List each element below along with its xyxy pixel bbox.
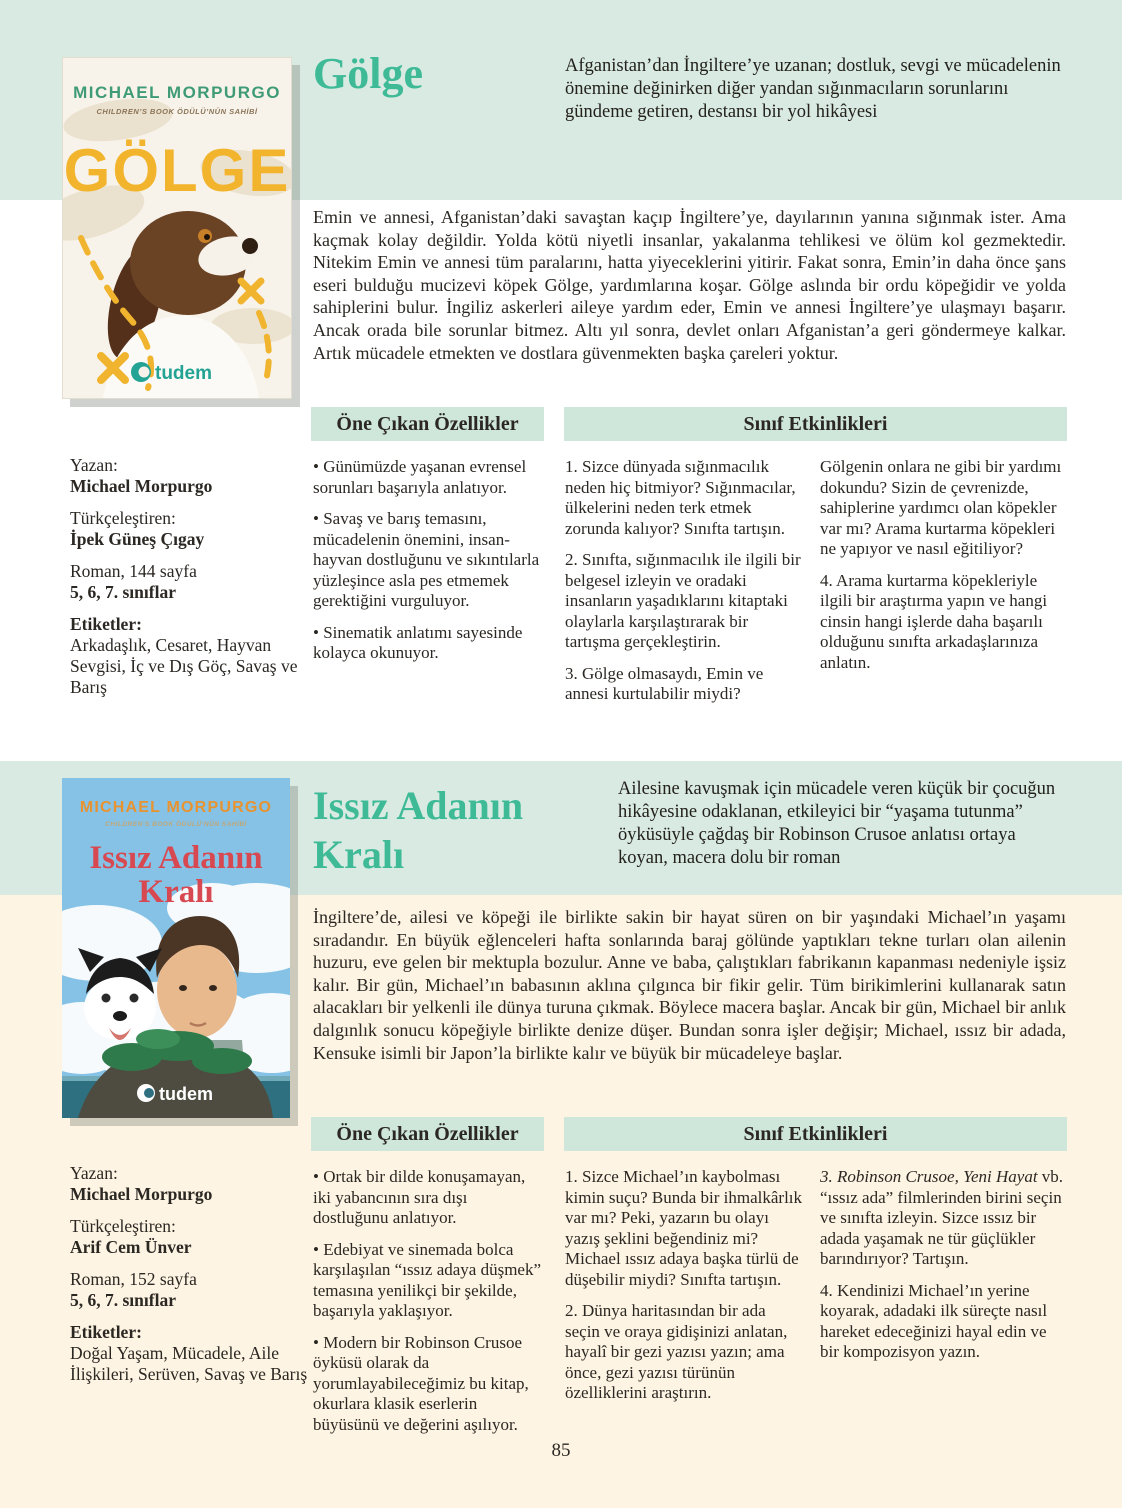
book2-activities-header: Sınıf Etkinlikleri — [564, 1117, 1067, 1151]
book2-format-grades: Roman, 152 sayfa 5, 6, 7. sınıflar — [70, 1269, 197, 1310]
activity-item: 4. Kendinizi Michael’ın yerine koyarak, adadaki ilk süreçte nasıl hareket edeceğinizi hayal edin ve bir kompozisyon yazın. — [820, 1280, 1048, 1361]
book2-author: Yazan: Michael Morpurgo — [70, 1163, 213, 1204]
activity-item: Gölgenin onlara ne gibi bir yardımı dokundu? Sizin de çevrenizde, sahiplerine yardımcı olan köpekler var mı? Arama kurtarma köpekleri ne yapıyor ve nasıl eğitiliyor? — [820, 457, 1062, 558]
cover-author: MICHAEL MORPURGO — [79, 799, 273, 816]
feature-item: • Modern bir Robinson Crusoe öyküsü olarak da yorumlayabileceğimiz bu kitap, okurlara klasik eserlerin büyüsünü ve değerini aşılıyor. — [313, 1333, 546, 1436]
feature-item: • Günümüzde yaşanan evrensel sorunları başarıyla anlatıyor. — [313, 457, 546, 498]
book2-summary: İngiltere’de, ailesi ve köpeği ile birlikte sakin bir hayat süren on bir yaşındaki Michael’ın yaşamı sıradandır. En büyük eğlenceleri hafta sonlarında baraj gölünde yaptıkları tekne turları olan ailenin huzuru, eve gelen bir mektupla bozulur. Anne ve baba, çalıştıkları fabrikanın kapanması nedeniyle işsiz kalır. Bir gün, Michael’ın babasının aklına çılgınca bir fikir gelir. Tüm birikimlerini kullanarak satın alacakları bir yelkenli ile dünya turuna çıkmak. Böylece macera başlar. Ancak bir gün, Michael bir anlık dalgınlık sonucu köpeğiyle birlikte denize düşer. Bundan sonra işler değişir; Michael, ıssız bir adada, Kensuke isimli bir Japon’la birlikte kalır ve büyük bir mücadeleye başlar. — [313, 907, 1066, 1063]
book1-activities-col2 — [820, 457, 1068, 684]
tudem-logo — [131, 362, 212, 384]
book2-tags: Etiketler: Doğal Yaşam, Mücadele, Aile İlişkileri, Serüven, Savaş ve Barış — [70, 1322, 308, 1384]
cover-author: MICHAEL MORPURGO — [73, 83, 281, 102]
issiz-adanin-krali-book-cover — [62, 778, 290, 1118]
feature-item: • Savaş ve barış temasını, mücadelenin önemini, insan-hayvan dostluğunu ve sıkıntılarla yüzleşince asla pes etmemek gerektiğini vurguluyor. — [313, 509, 546, 612]
cover-title-line2: Kralı — [138, 874, 214, 910]
cover-award-line: CHILDREN’S BOOK ÖDÜLÜ’NÜN SAHİBİ — [96, 107, 258, 116]
page-number: 85 — [551, 1440, 571, 1461]
dog-illustration — [78, 948, 162, 1040]
book1-translator: Türkçeleştiren: İpek Güneş Çıgay — [70, 508, 205, 549]
feature-item: • Ortak bir dilde konuşamayan, iki yabancının sıra dışı dostluğunu anlatıyor. — [313, 1167, 546, 1229]
activity-item: 3. Robinson Crusoe, Yeni Hayat vb. “ıssız ada” filmlerinden birini seçin ve sınıfta izleyin. Sizce ıssız bir adada yaşamak ne tür güçlükler barındırıyor? Tartışın. — [820, 1167, 1064, 1268]
activity-item: 2. Sınıfta, sığınmacılık ile ilgili bir belgesel izleyin ve oradaki insanların yaşadıklarını kitaptaki olaylarla karşılaştırarak bir tartışma gerçekleştirin. — [565, 550, 801, 651]
book2-meta — [70, 1163, 315, 1396]
golge-book-cover — [62, 57, 292, 399]
book1-tags: Etiketler: Arkadaşlık, Cesaret, Hayvan Sevgisi, İç ve Dış Göç, Savaş ve Barış — [70, 614, 298, 697]
activity-item: 2. Dünya haritasından bir ada seçin ve oraya gidişinizi anlatan, hayalî bir gezi yazısı yazın; ama önce, gezi yazısı türünün özelliklerini araştırın. — [565, 1301, 788, 1402]
book2-translator: Türkçeleştiren: Arif Cem Ünver — [70, 1216, 192, 1257]
feature-item: • Edebiyat ve sinemada bolca karşılaşılan “ıssız adaya düşmek” temasına yenilikçi bir şekilde, başarıyla yaklaşıyor. — [313, 1240, 546, 1322]
book1-summary: Emin ve annesi, Afganistan’daki savaştan kaçıp İngiltere’ye, dayılarının yanına sığınmak ister. Ama kaçmak kolay değildir. Yolda kötü niyetli insanlar, yakalanma tehlikesi ve ölüm kol gezmektedir. Nitekim Emin ve annesi tüm paralarını, hatta yiyeceklerini yitirir. Fakat sonra, Emin’in daha önce şans eseri bulduğu mucizevi köpek Gölge, yardımlarına koşar. Gölge aslında bir ordu köpeğidir ve yolda sahiplerini bulur. İngiliz askerleri aileye yardım eder, Emin ve annesi İngiltere’ye ulaşmayı başarır. Ancak orada bile sorunlar bitmez. Altı yıl sonra, devlet onları Afganistan’a geri göndermeye kalkar. Artık mücadele etmekten ve dostlara güvenmekten başka çareleri yoktur. — [313, 207, 1066, 363]
book1-author: Yazan: Michael Morpurgo — [70, 455, 213, 496]
book2-activities-col1 — [565, 1167, 803, 1415]
golge-cover-art — [63, 58, 291, 398]
book2-tagline: Ailesine kavuşmak için mücadele veren küçük bir çocuğun hikâyesine odaklanan, etkileyici bir “yaşama tutunma” öyküsüyle çağdaş bir Robinson Crusoe anlatısı ortaya koyan, macera dolu bir roman — [618, 779, 1056, 868]
activity-item: 1. Sizce dünyada sığınmacılık neden hiç bitmiyor? Sığınmacılar, ülkelerini neden terk etmek zorunda kalıyor? Sınıfta tartışın. — [565, 457, 796, 538]
tudem-logo-text: tudem — [155, 363, 212, 384]
activity-item: 3. Gölge olmasaydı, Emin ve annesi kurtulabilir miydi? — [565, 663, 764, 703]
book1-activities-col1 — [565, 457, 803, 716]
issiz-adanin-krali-cover-art — [62, 778, 290, 1118]
activity-item: 1. Sizce Michael’ın kaybolması kimin suçu? Bunda bir ihmalkârlık var mı? Peki, yazarın bu olayı yazış şeklini beğendiniz mi? Michael ıssız adaya başka türlü de düşebilir miydi? Sınıfta tartışın. — [565, 1167, 803, 1289]
book1-features-list — [313, 457, 546, 675]
book1-format-grades: Roman, 144 sayfa 5, 6, 7. sınıflar — [70, 561, 197, 602]
tudem-logo — [137, 1084, 213, 1104]
activity-item: 4. Arama kurtarma köpekleriyle ilgili bir araştırma yapın ve hangi cinsin hangi işlerde daha başarılı olduğunu sınıfta arkadaşlarınıza anlatın. — [820, 570, 1048, 672]
book1-page-title: Gölge — [313, 49, 423, 98]
feature-item: • Sinematik anlatımı sayesinde kolayca okunuyor. — [313, 623, 546, 664]
tudem-logo-text: tudem — [159, 1084, 213, 1104]
book2-features-header: Öne Çıkan Özellikler — [311, 1117, 544, 1151]
cover-title: GÖLGE — [63, 137, 291, 204]
cover-title-line1: Issız Adanın — [89, 840, 263, 876]
book1-meta — [70, 455, 315, 709]
book1-activities-header: Sınıf Etkinlikleri — [564, 407, 1067, 441]
book1-tagline: Afganistan’dan İngiltere’ye uzanan; dostluk, sevgi ve mücadelenin önemine değinirken diğer yandan sığınmacıların sorunlarını gündeme getiren, destansı bir yol hikâyesi — [565, 56, 1061, 122]
book2-activities-col2 — [820, 1167, 1068, 1374]
book2-page-title: Issız Adanın Kralı — [313, 783, 524, 877]
book1-features-header: Öne Çıkan Özellikler — [311, 407, 544, 441]
cover-award-line: CHILDREN’S BOOK ÖDÜLÜ’NÜN SAHİBİ — [105, 821, 247, 828]
book2-features-list — [313, 1167, 546, 1446]
